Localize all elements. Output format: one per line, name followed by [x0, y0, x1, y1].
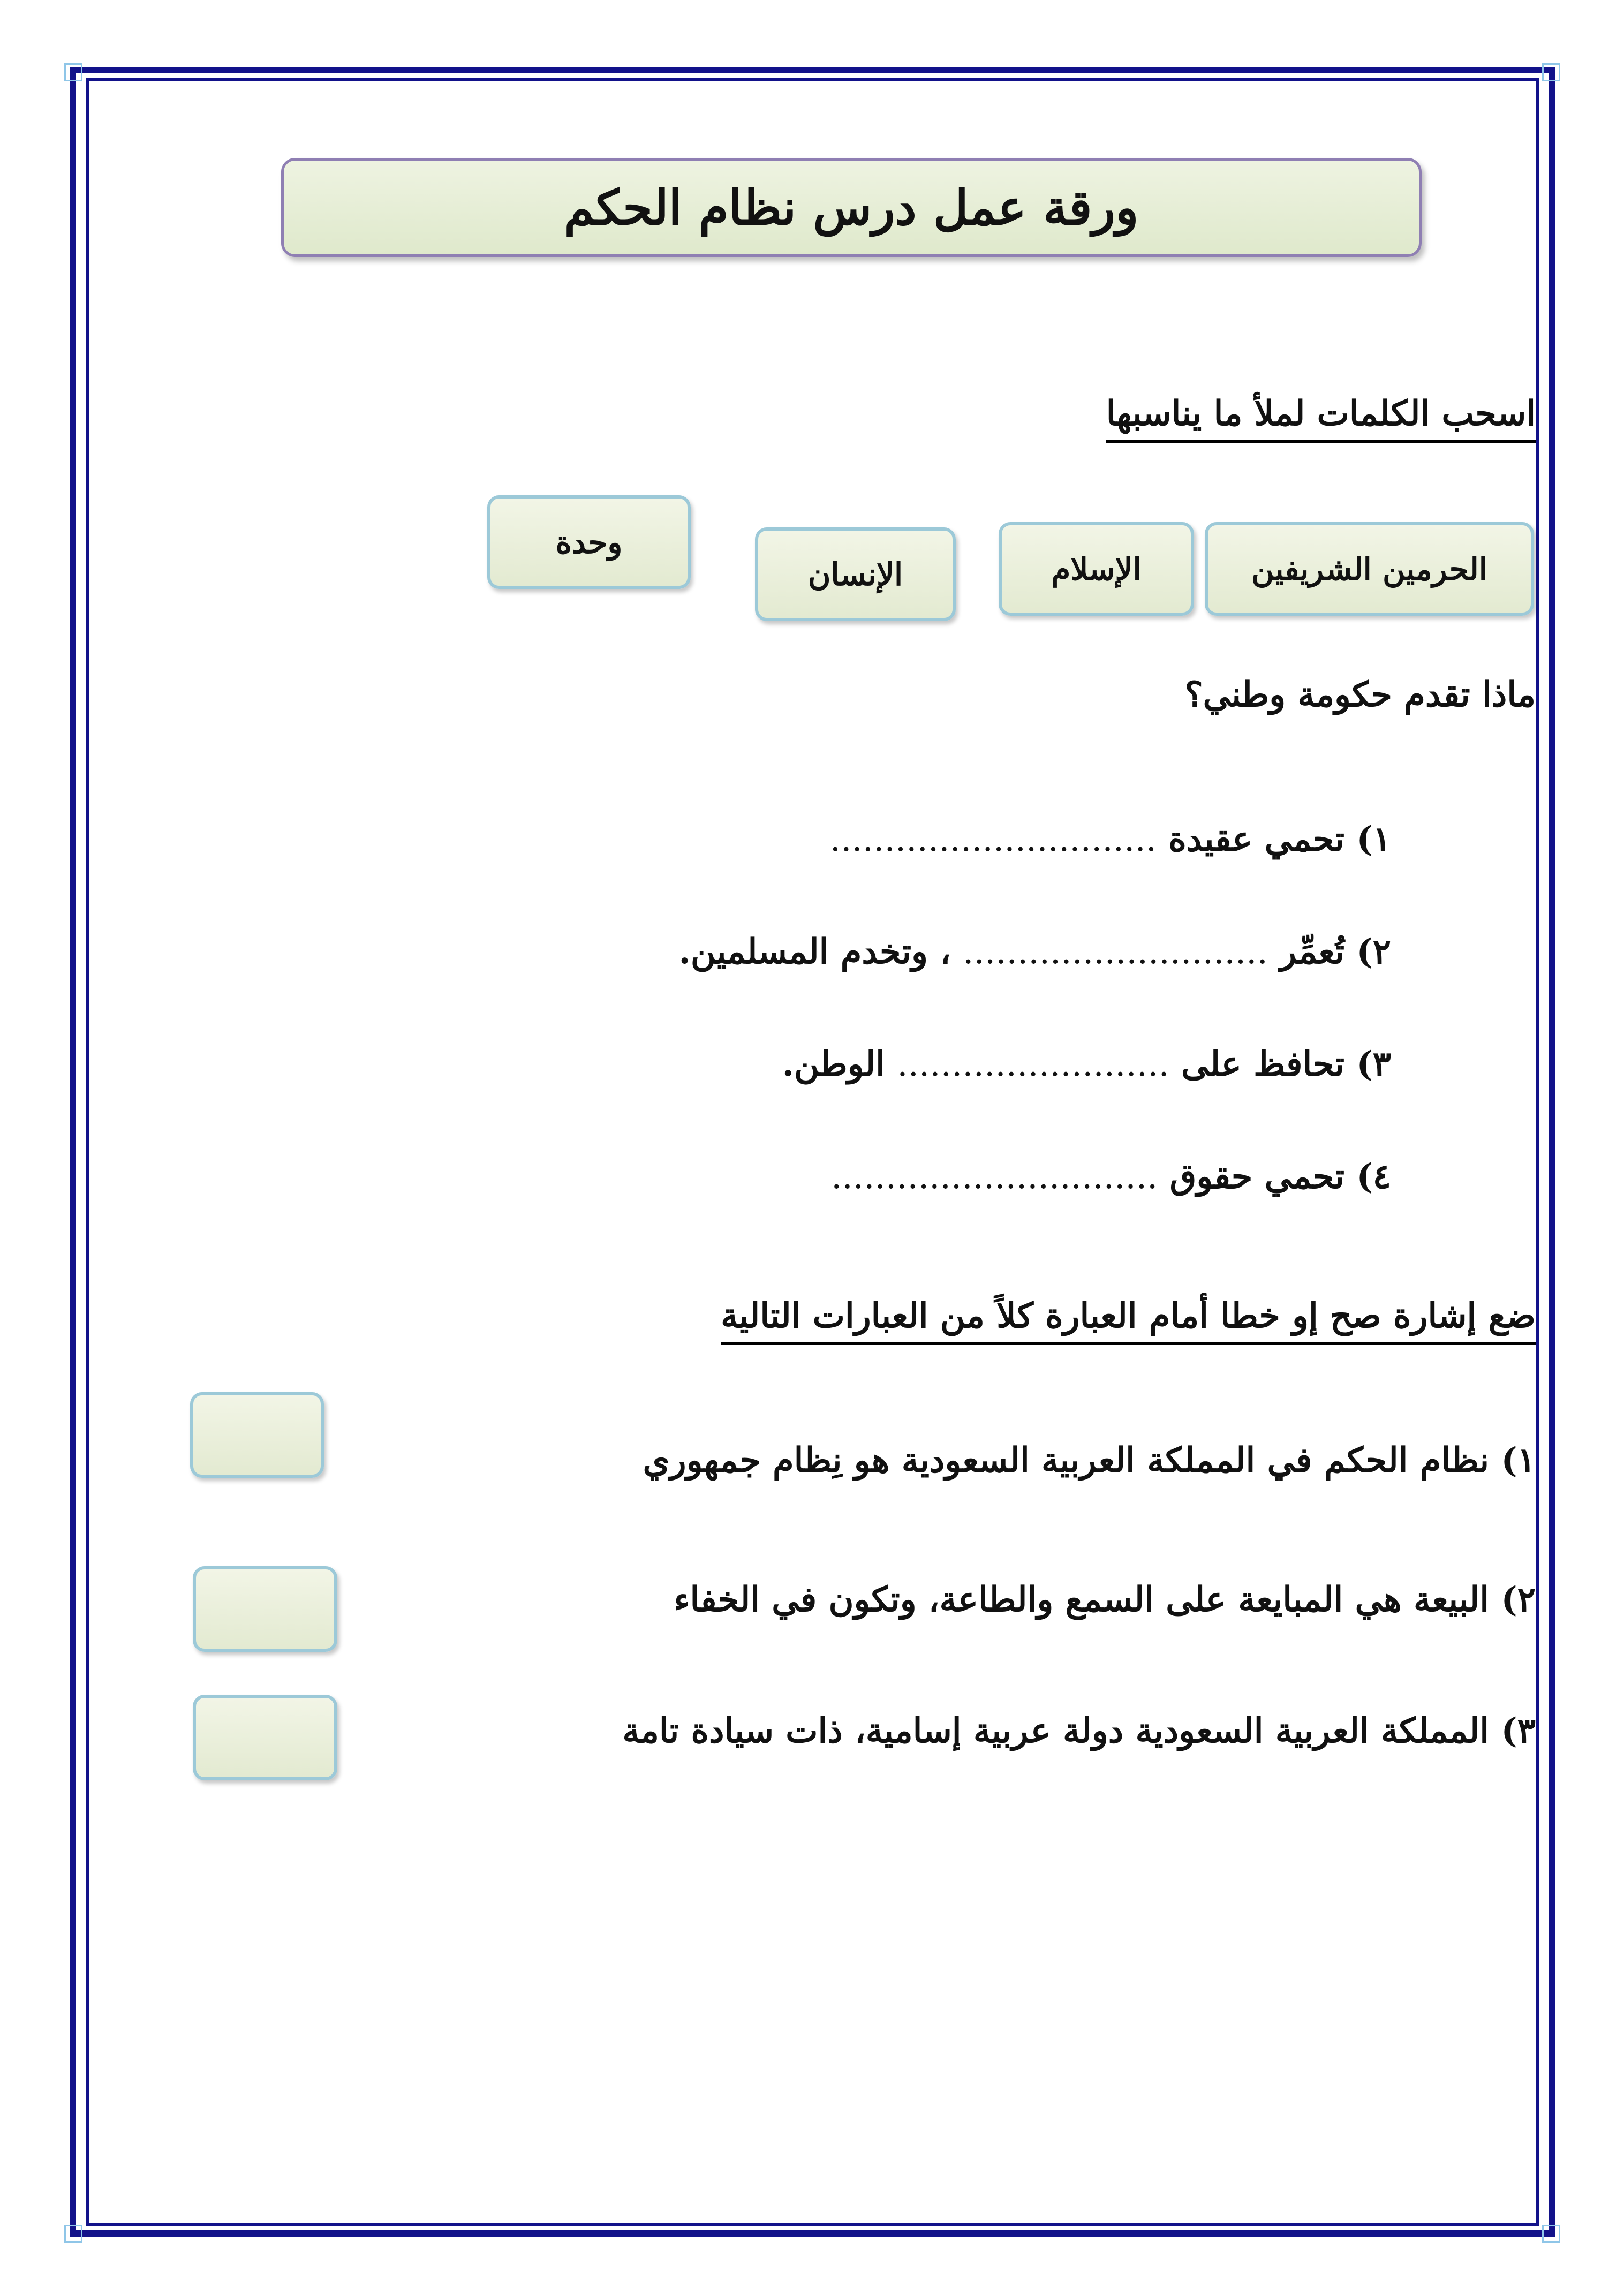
true-false-heading: ضع إشارة صح إو خطا أمام العبارة كلاً من العبارات التالية — [721, 1296, 1536, 1345]
blank-drop-zone[interactable]: ............................ — [963, 932, 1268, 972]
item-number: ٣) — [1356, 1044, 1391, 1084]
statement-number: ٢) — [1501, 1580, 1536, 1620]
item-number: ١) — [1356, 819, 1391, 859]
statement-number: ١) — [1501, 1440, 1536, 1481]
item-text-before: تُعمِّر — [1280, 932, 1345, 972]
page-title: ورقة عمل درس نظام الحكم — [281, 158, 1422, 257]
blank-drop-zone[interactable]: .............................. — [829, 820, 1157, 859]
corner-mark — [64, 63, 82, 81]
item-text-after: ، وتخدم المسلمين. — [678, 932, 951, 972]
statement-3 — [622, 1711, 1536, 1751]
item-text-before: تحمي عقيدة — [1168, 819, 1345, 859]
answer-box-2[interactable] — [193, 1566, 337, 1652]
item-number: ٤) — [1356, 1157, 1391, 1197]
fill-item-4 — [831, 1157, 1391, 1197]
statement-text: البيعة هي المبايعة على السمع والطاعة، وتكون في الخفاء — [674, 1580, 1490, 1620]
answer-box-1[interactable] — [190, 1392, 324, 1478]
statement-2 — [674, 1580, 1536, 1620]
word-tile-wahda[interactable]: وحدة — [487, 495, 691, 589]
item-text-before: تحمي حقوق — [1169, 1157, 1345, 1197]
drag-words-heading: اسحب الكلمات لملأ ما يناسبها — [1106, 394, 1536, 443]
word-tile-insan[interactable]: الإنسان — [755, 527, 956, 621]
word-tile-haramain[interactable]: الحرمين الشريفين — [1205, 522, 1534, 616]
government-question: ماذا تقدم حكومة وطني؟ — [1184, 675, 1536, 715]
item-number: ٢) — [1356, 932, 1391, 972]
statement-text: نظام الحكم في المملكة العربية السعودية هو نِظام جمهوري — [643, 1440, 1490, 1481]
fill-item-3 — [782, 1044, 1391, 1084]
blank-drop-zone[interactable]: ......................... — [897, 1045, 1169, 1084]
corner-mark — [64, 2225, 82, 2243]
word-tile-islam[interactable]: الإسلام — [999, 522, 1194, 616]
corner-mark — [1542, 2225, 1560, 2243]
statement-number: ٣) — [1501, 1711, 1536, 1751]
statement-text: المملكة العربية السعودية دولة عربية إسامية، ذات سيادة تامة — [622, 1711, 1490, 1751]
fill-item-1 — [830, 819, 1391, 859]
statement-1 — [643, 1440, 1536, 1481]
item-text-before: تحافظ على — [1181, 1044, 1345, 1084]
item-text-after: الوطن. — [782, 1044, 885, 1084]
answer-box-3[interactable] — [193, 1695, 337, 1780]
corner-mark — [1542, 63, 1560, 81]
fill-item-2 — [679, 932, 1391, 972]
blank-drop-zone[interactable]: .............................. — [831, 1157, 1158, 1197]
